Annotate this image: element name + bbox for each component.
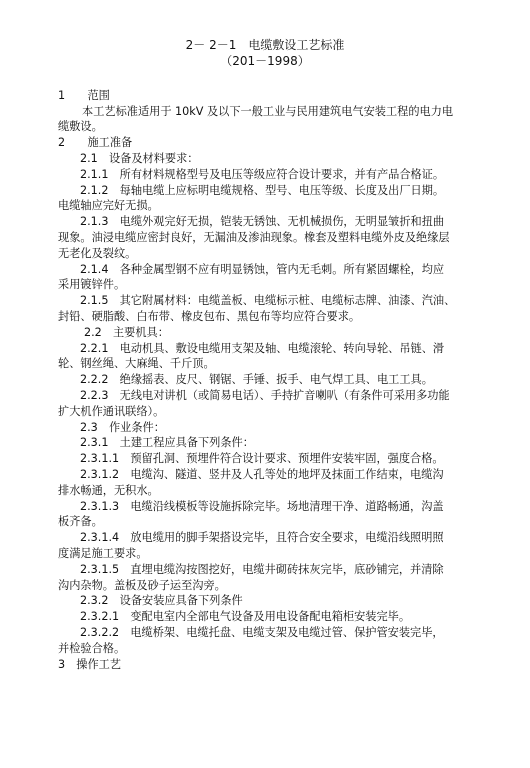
- paragraph-line: 2.3.2 设备安装应具备下列条件: [80, 594, 243, 607]
- paragraph-line: 2.2.1 电动机具、敷设电缆用支架及轴、电缆滚轮、转向导轮、吊链、滑: [80, 342, 445, 355]
- subsection-heading: 2.3 作业条件：: [80, 421, 165, 434]
- paragraph-line: 2.3.2.1 变配电室内全部电气设备及用电设备配电箱柜安装完毕。: [80, 610, 411, 623]
- document-title: 2－ 2－1 电缆敷设工艺标准: [185, 38, 345, 52]
- paragraph-line: 2.1.4 各种金属型钢不应有明显锈蚀，管内无毛刺。所有紧固螺栓，均应: [80, 263, 445, 276]
- paragraph-line: 2.3.1.4 放电缆用的脚手架搭设完毕，且符合安全要求，电缆沿线照明照: [80, 531, 444, 544]
- paragraph-line: 2.2.3 无线电对讲机（或简易电话）、手持扩音喇叭（有条件可采用多功能: [80, 389, 450, 402]
- paragraph-line: 沟内杂物。盖板及砂子运至沟旁。: [58, 579, 226, 592]
- paragraph-line: 2.3.1.2 电缆沟、隧道、竖井及人孔等处的地坪及抹面工作结束，电缆沟: [80, 468, 444, 481]
- paragraph-line: 度满足施工要求。: [58, 547, 148, 560]
- section-heading-operation: 3 操作工艺: [58, 658, 122, 671]
- paragraph-line: 缆敷设。: [58, 120, 103, 133]
- paragraph-line: 2.1.5 其它附属材料：电缆盖板、电缆标示桩、电缆标志牌、油漆、汽油、: [80, 294, 456, 307]
- paragraph-line: 扩大机作通讯联络）。: [58, 405, 165, 418]
- section-heading-preparation: 2 施工准备: [58, 136, 133, 149]
- paragraph-line: 并检验合格。: [58, 642, 126, 655]
- paragraph-line: 排水畅通，无积水。: [58, 484, 159, 497]
- paragraph-line: 板齐备。: [58, 515, 103, 528]
- paragraph-line: 2.1.3 电缆外观完好无损，铠装无锈蚀、无机械损伤，无明显皱折和扭曲: [80, 215, 445, 228]
- paragraph-line: 2.3.1.5 直埋电缆沟按图挖好，电缆井砌砖抹灰完毕，底砂铺完，并清除: [80, 563, 444, 576]
- paragraph-line: 电缆轴应完好无损。: [58, 199, 159, 212]
- paragraph-line: 无老化及裂纹。: [58, 247, 137, 260]
- paragraph-line: 2.3.1.3 电缆沿线模板等设施拆除完毕。场地清理干净、道路畅通，沟盖: [80, 500, 444, 513]
- paragraph-line: 2.1.2 每轴电缆上应标明电缆规格、型号、电压等级、长度及出厂日期。: [80, 184, 445, 197]
- subsection-heading: 2.2 主要机具：: [84, 326, 169, 339]
- paragraph-line: 2.3.1.1 预留孔洞、预埋件符合设计要求、预埋件安装牢固，强度合格。: [80, 452, 444, 465]
- paragraph-line: 封铅、硬脂酸、白布带、橡皮包布、黑包布等均应符合要求。: [58, 310, 361, 323]
- subsection-heading: 2.1 设备及材料要求：: [80, 152, 199, 165]
- paragraph-line: 现象。油浸电缆应密封良好，无漏油及渗油现象。橡套及塑料电缆外皮及绝缘层: [58, 231, 450, 244]
- section-heading-scope: 1 范围: [58, 89, 110, 102]
- paragraph-line: 本工艺标准适用于 10kV 及以下一般工业与民用建筑电气安装工程的电力电: [82, 105, 454, 118]
- paragraph-line: 2.3.1 土建工程应具备下列条件：: [80, 436, 254, 449]
- paragraph-line: 2.1.1 所有材料规格型号及电压等级应符合设计要求，并有产品合格证。: [80, 168, 445, 181]
- paragraph-line: 采用镀锌件。: [58, 278, 126, 291]
- paragraph-line: 2.3.2.2 电缆桥架、电缆托盘、电缆支架及电缆过管、保护管安装完毕，: [80, 626, 444, 639]
- document-subtitle: （201－1998）: [220, 54, 310, 68]
- paragraph-line: 轮、钢丝绳、大麻绳、千斤顶。: [58, 357, 215, 370]
- paragraph-line: 2.2.2 绝缘摇表、皮尺、钢锯、手锤、扳手、电气焊工具、电工工具。: [80, 373, 433, 386]
